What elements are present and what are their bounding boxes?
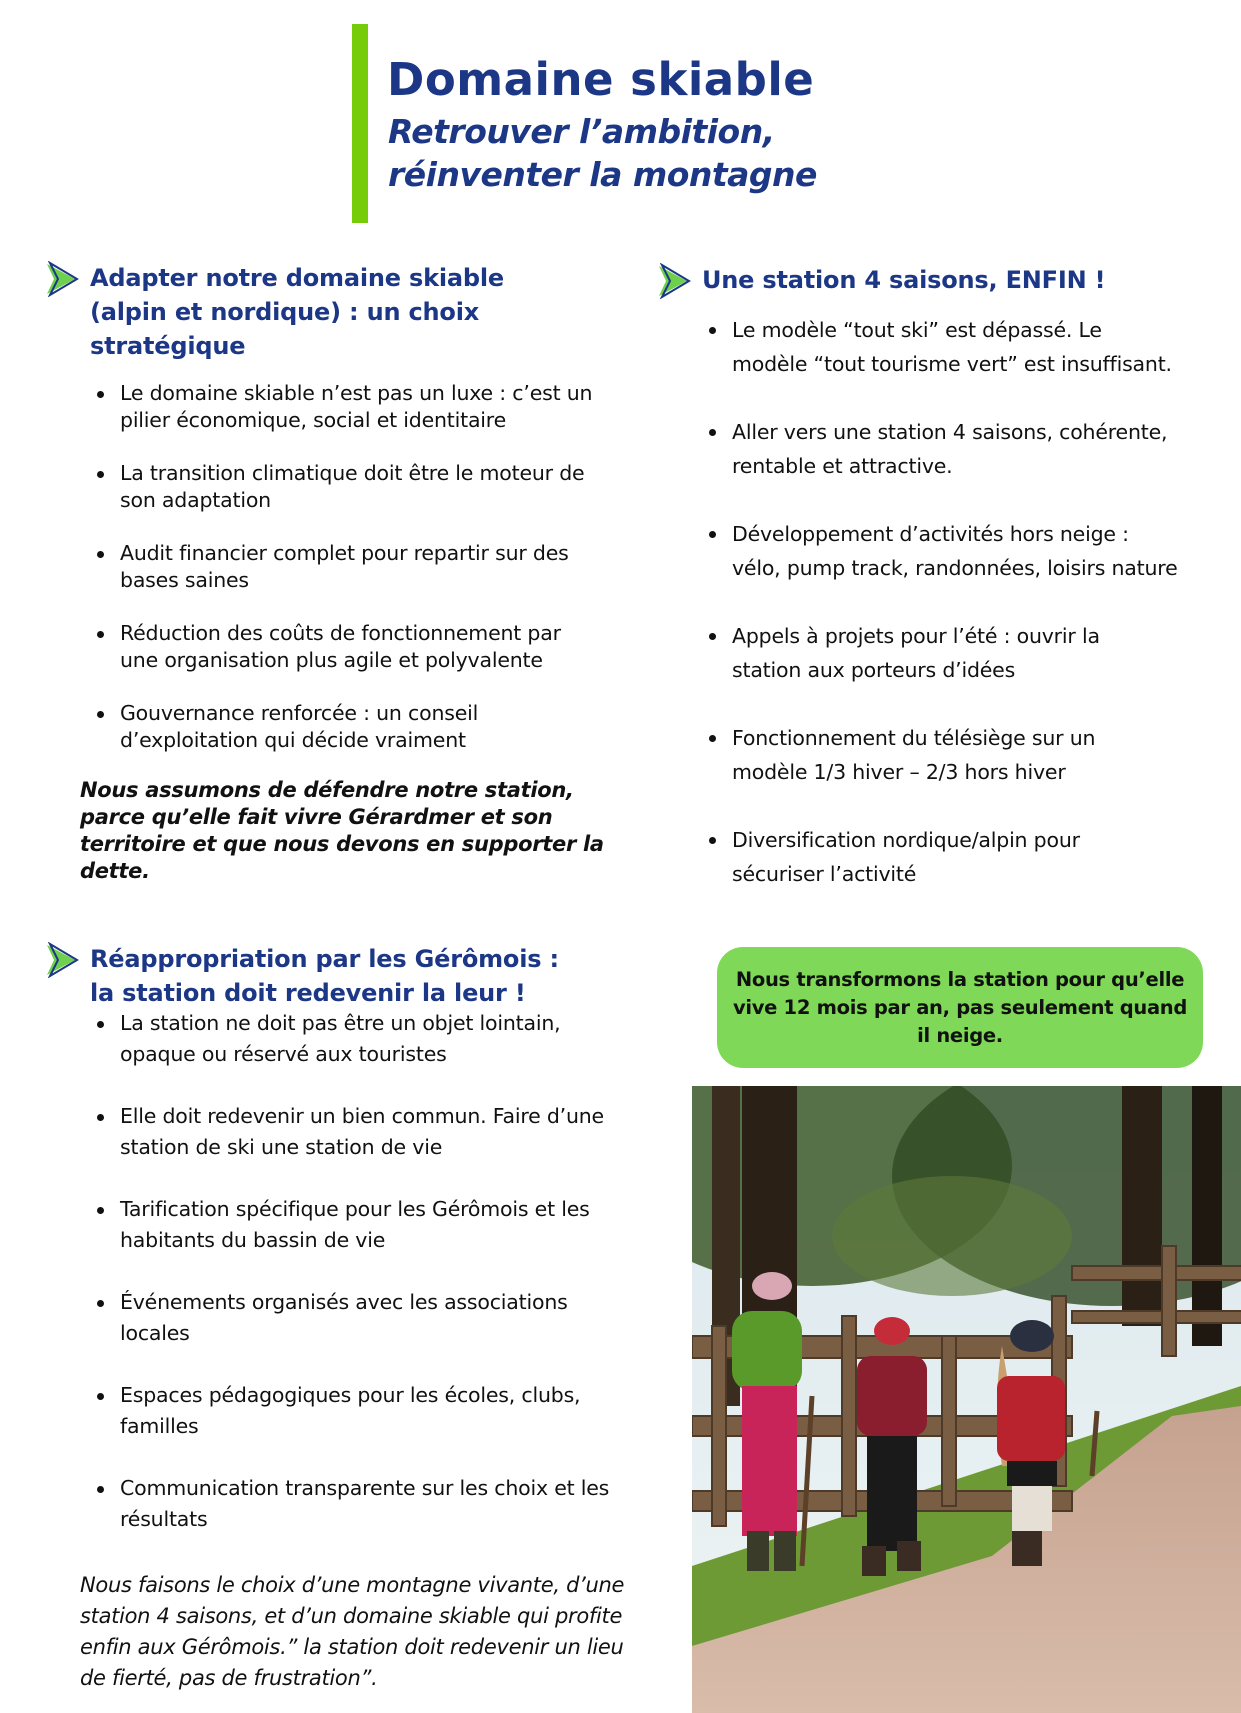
- list-item: Appels à projets pour l’été : ouvrir la station aux porteurs d’idées: [704, 619, 1241, 687]
- bullet-list-reappropriation: [92, 1008, 672, 1566]
- page-subtitle: [388, 110, 817, 196]
- closing-note: Nous faisons le choix d’une montagne vivante, d’une station 4 saisons, et d’un domaine skiable qui profite enfin aux Gérômois.” la station doit redevenir un lieu de fierté, pas de frustration”.: [80, 1573, 625, 1690]
- list-item: Aller vers une station 4 saisons, cohérente, rentable et attractive.: [704, 415, 1241, 483]
- list-item: Le modèle “tout ski” est dépassé. Le modèle “tout tourisme vert” est insuffisant.: [704, 313, 1241, 381]
- subtitle-line: réinventer la montagne: [388, 155, 817, 194]
- list-item: Événements organisés avec les associations locales: [92, 1287, 672, 1349]
- section-title-line: Adapter notre domaine skiable: [90, 264, 504, 292]
- arrow-right-icon: [44, 942, 80, 978]
- photo-illustration: [692, 1086, 1241, 1713]
- bullet-list-adapter: [92, 380, 652, 780]
- commitment-note: Nous assumons de défendre notre station, parce qu’elle fait vivre Gérardmer et son territoire et que nous devons en supporter la dette.: [80, 778, 604, 883]
- arrow-right-icon: [44, 261, 80, 297]
- list-item: Le domaine skiable n’est pas un luxe : c’est un pilier économique, social et identitaire: [92, 380, 652, 434]
- section-heading-reappropriation: [44, 942, 559, 1010]
- section-title-line: stratégique: [90, 332, 246, 360]
- section-title-line: (alpin et nordique) : un choix: [90, 298, 480, 326]
- list-item: Fonctionnement du télésiège sur un modèle 1/3 hiver – 2/3 hors hiver: [704, 721, 1241, 789]
- section-title-line: Réappropriation par les Gérômois :: [90, 945, 559, 973]
- list-item: Diversification nordique/alpin pour sécuriser l’activité: [704, 823, 1241, 891]
- section-heading-four-seasons: [656, 263, 1105, 299]
- section-title: [90, 261, 504, 363]
- section-title-line: Une station 4 saisons, ENFIN !: [702, 266, 1106, 294]
- section-title-line: la station doit redevenir la leur !: [90, 979, 526, 1007]
- list-item: Gouvernance renforcée : un conseil d’exploitation qui décide vraiment: [92, 700, 652, 754]
- callout-text: Nous transformons la station pour qu’elle vive 12 mois par an, pas seulement quand il neige.: [732, 967, 1188, 1047]
- list-item: Communication transparente sur les choix et les résultats: [92, 1473, 672, 1535]
- bullet-list-four-seasons: [704, 313, 1241, 925]
- section-title: [90, 942, 559, 1010]
- list-item: Tarification spécifique pour les Gérômois et les habitants du bassin de vie: [92, 1194, 672, 1256]
- callout-box: [717, 947, 1203, 1068]
- arrow-right-icon: [656, 263, 692, 299]
- list-item: Espaces pédagogiques pour les écoles, clubs, familles: [92, 1380, 672, 1442]
- list-item: Elle doit redevenir un bien commun. Faire d’une station de ski une station de vie: [92, 1101, 672, 1163]
- accent-bar: [352, 24, 368, 223]
- list-item: Réduction des coûts de fonctionnement par une organisation plus agile et polyvalente: [92, 620, 652, 674]
- list-item: Développement d’activités hors neige : vélo, pump track, randonnées, loisirs nature: [704, 517, 1241, 585]
- subtitle-line: Retrouver l’ambition,: [388, 112, 775, 151]
- page-title: Domaine skiable: [387, 53, 815, 106]
- section-heading-adapter: [44, 261, 504, 363]
- list-item: Audit financier complet pour repartir sur des bases saines: [92, 540, 652, 594]
- section-title: [702, 263, 1105, 297]
- list-item: La transition climatique doit être le moteur de son adaptation: [92, 460, 652, 514]
- list-item: La station ne doit pas être un objet lointain, opaque ou réservé aux touristes: [92, 1008, 672, 1070]
- hiking-children-photo: [692, 1086, 1241, 1713]
